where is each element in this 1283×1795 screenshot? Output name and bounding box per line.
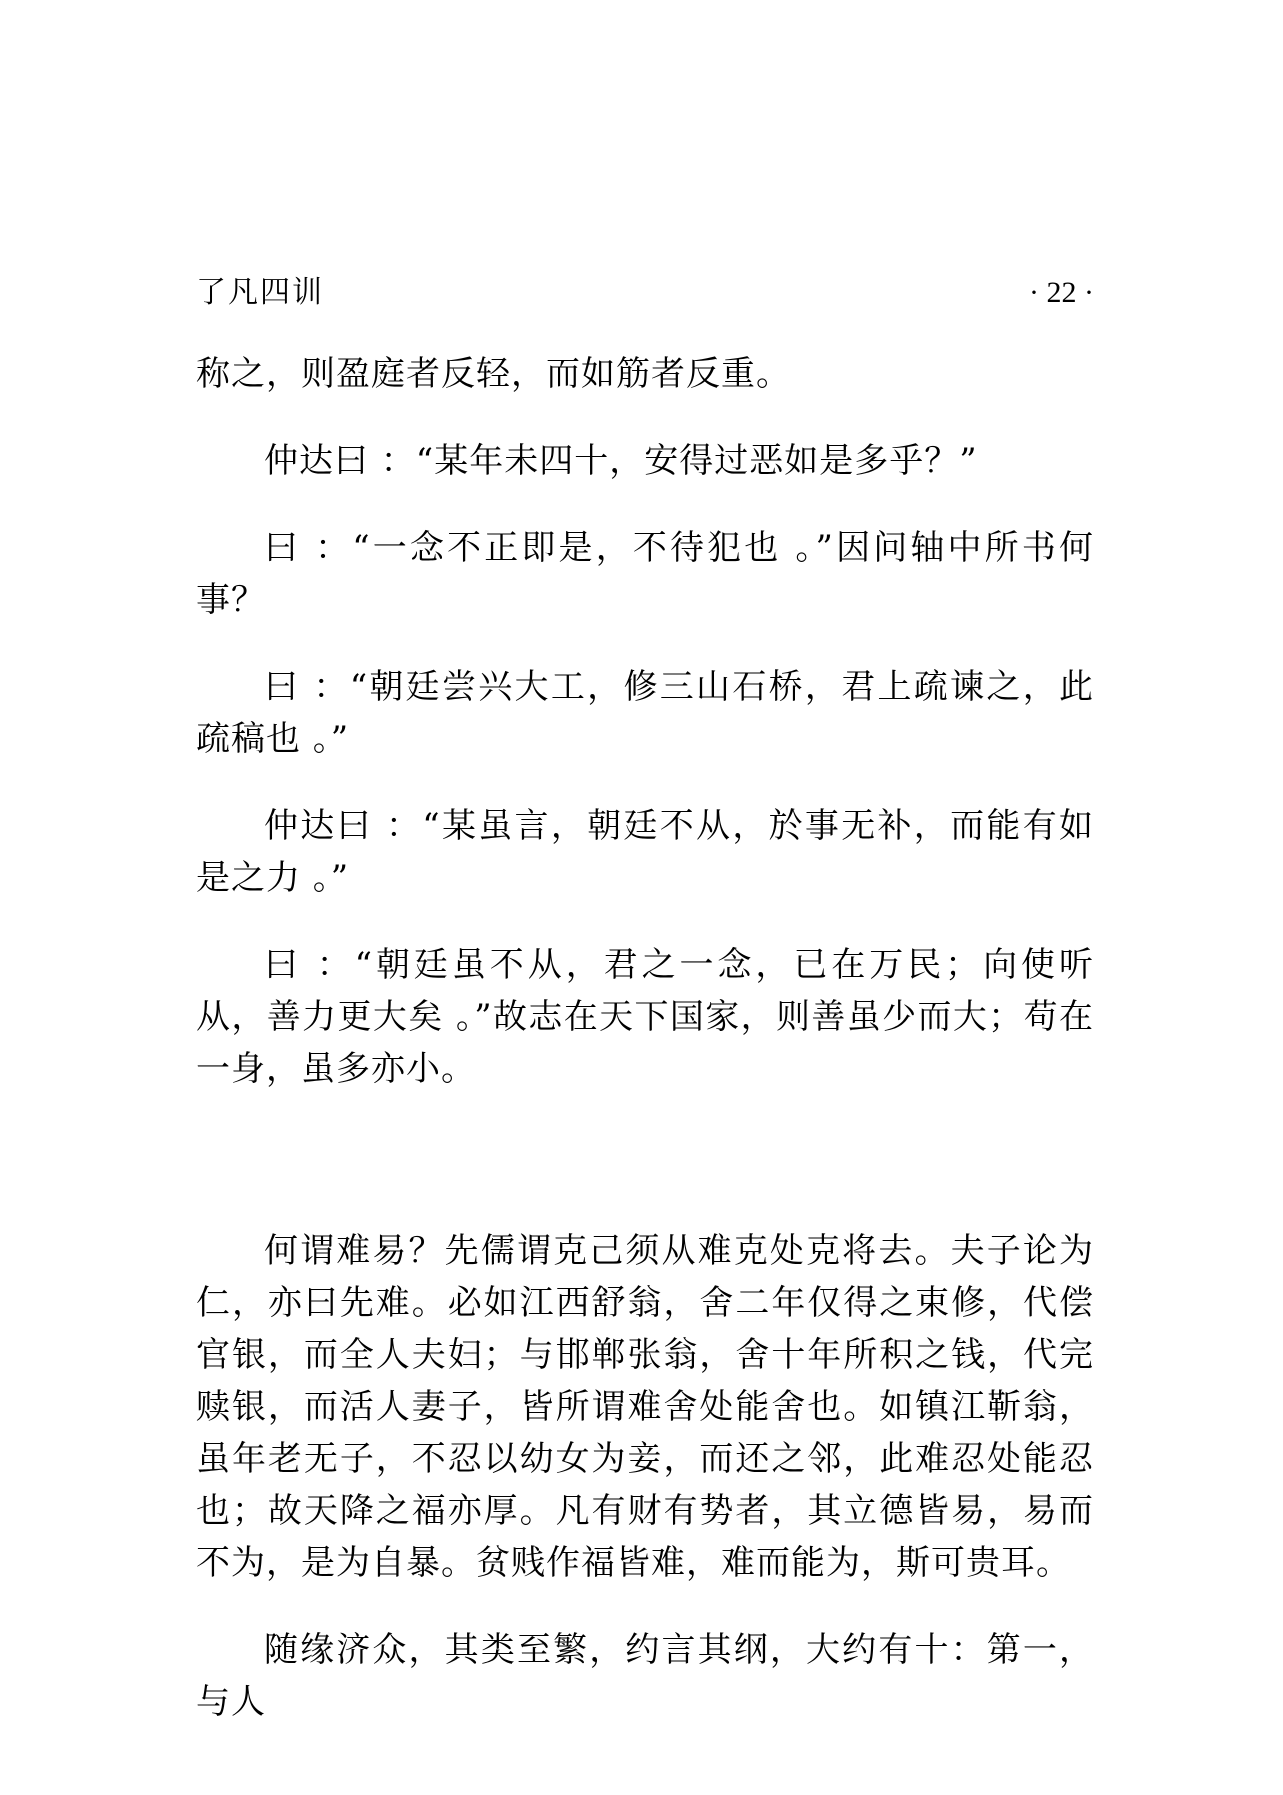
page-header bbox=[196, 268, 1094, 318]
paragraph: 随缘济众，其类至繁，约言其纲，大约有十：第一，与人 bbox=[196, 1630, 1094, 1722]
page-body bbox=[196, 348, 1094, 1728]
book-title: 了凡四训 bbox=[196, 275, 324, 310]
paragraph: 称之，则盈庭者反轻，而如筋者反重。 bbox=[196, 354, 791, 394]
paragraph: 曰 ：“朝廷虽不从，君之一念，已在万民；向使听从，善力更大矣 。”故志在天下国家，则善虽少而大；苟在一身，虽多亦小。 bbox=[196, 945, 1094, 1089]
paragraph: 仲达曰 ：“某年未四十，安得过恶如是多乎？” bbox=[264, 441, 978, 481]
paragraph: 曰 ：“朝廷尝兴大工，修三山石桥，君上疏谏之，此疏稿也 。” bbox=[196, 667, 1094, 759]
paragraph: 曰 ：“一念不正即是，不待犯也 。”因问轴中所书何事？ bbox=[196, 528, 1094, 620]
page-number: · 22 · bbox=[1029, 276, 1094, 309]
paragraph: 仲达曰 ：“某虽言，朝廷不从，於事无补，而能有如是之力 。” bbox=[196, 806, 1094, 898]
paragraph: 何谓难易？先儒谓克己须从难克处克将去。夫子论为仁，亦曰先难。必如江西舒翁，舍二年仅得之束修，代偿官银，而全人夫妇；与邯郸张翁，舍十年所积之钱，代完赎银，而活人妻子，皆所谓难舍处能舍也。如镇江靳翁，虽年老无子，不忍以幼女为妾，而还之邻，此难忍处能忍也；故天降之福亦厚。凡有财有势者，其立德皆易，易而不为，是为自暴。贫贱作福皆难，难而能为，斯可贵耳。 bbox=[196, 1231, 1094, 1583]
